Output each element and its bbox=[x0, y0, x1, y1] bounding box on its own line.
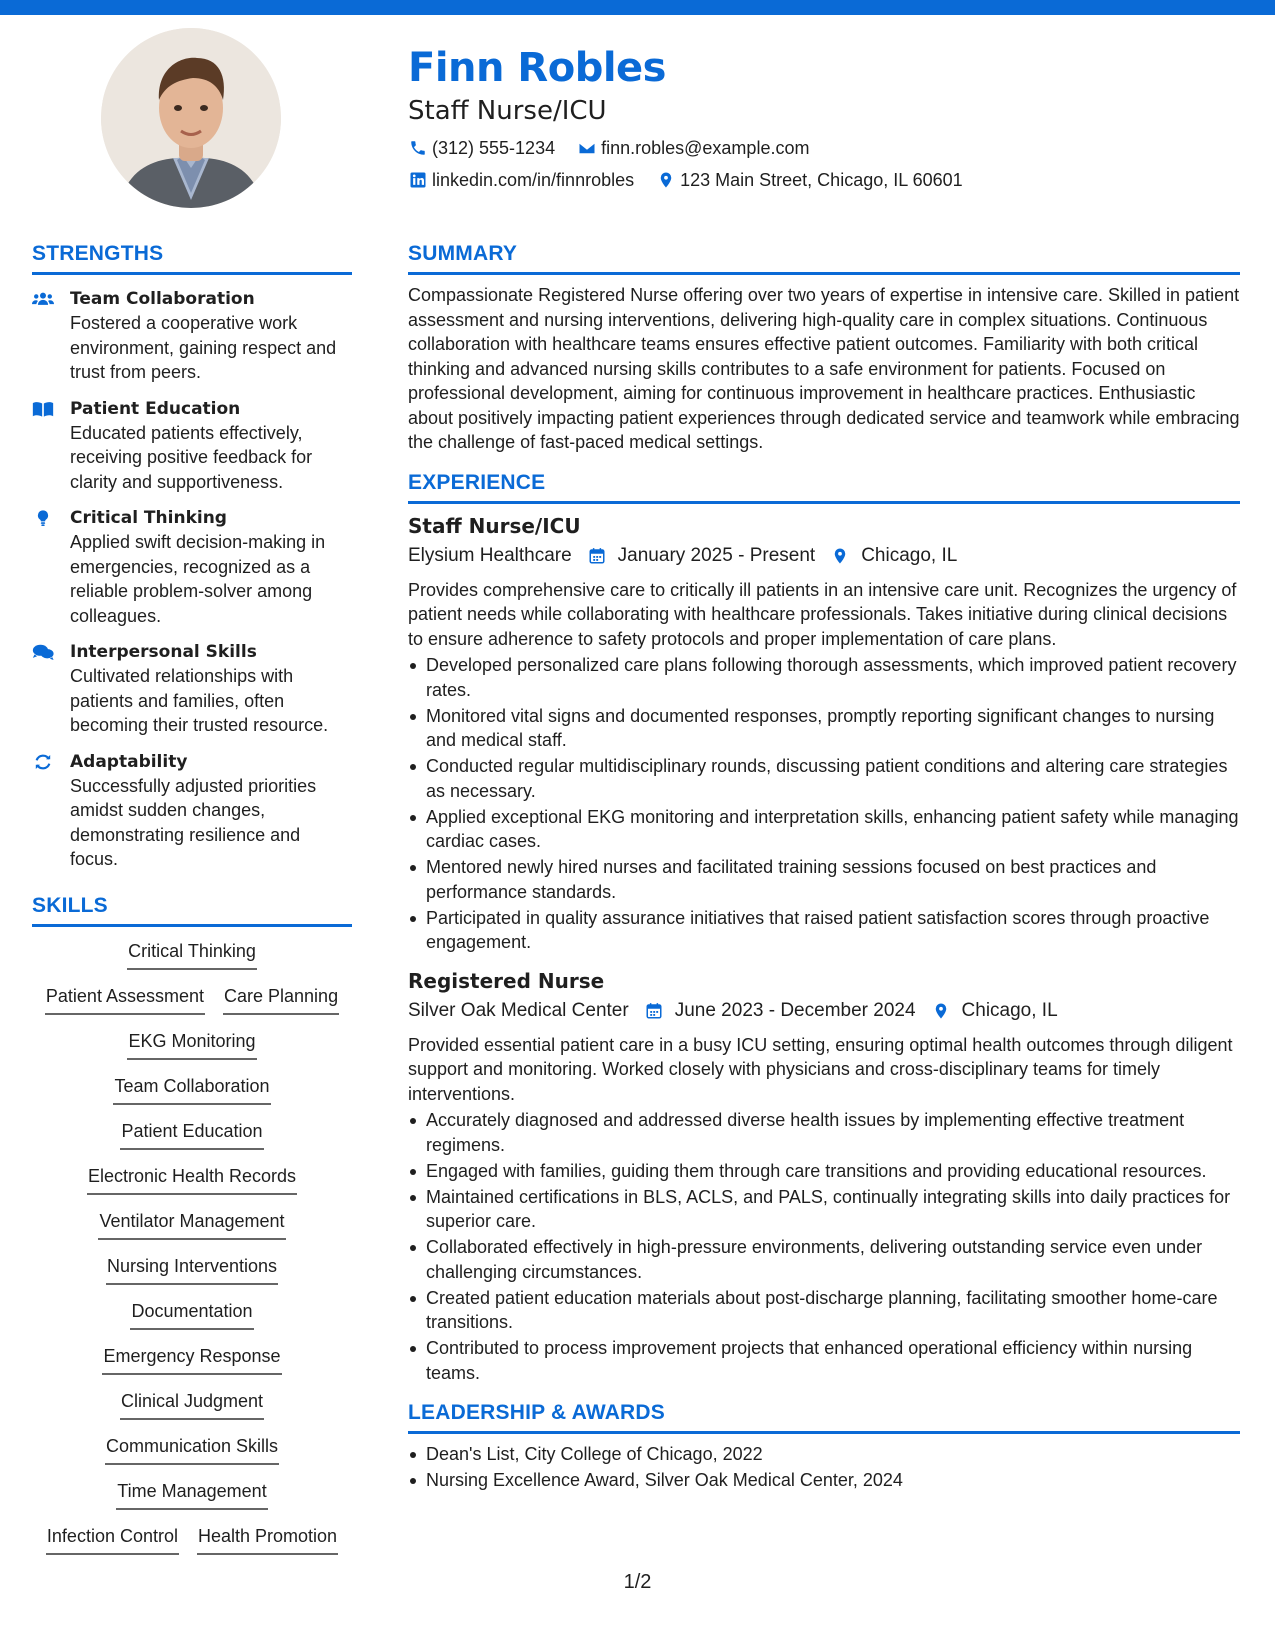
book-icon bbox=[32, 397, 70, 495]
summary-text: Compassionate Registered Nurse offering over two years of expertise in intensive care. Skilled in patient assessment and nursing interventions, delivering high-quality care in complex situations. Continuous collaboration with healthcare teams ensures effective patient outcomes. Familiarity with both critical thinking and advanced nursing skills contributes to a safe environment for patients. Focused on professional development, aiming for continuous improvement in healthcare practices. Enthusiastic about positively impacting patient experiences through dedicated service and teamwork while embracing the challenge of fast-paced medical settings. bbox=[408, 285, 1240, 452]
job-location-text: Chicago, IL bbox=[861, 544, 958, 566]
strength-title: Adaptability bbox=[70, 751, 188, 772]
skill-row bbox=[32, 1254, 352, 1299]
job-bullet: Maintained certifications in BLS, ACLS, and PALS, continually integrating skills into daily practices for superior care. bbox=[408, 1185, 1240, 1234]
job-entry bbox=[408, 512, 1240, 955]
skill-row bbox=[32, 1209, 352, 1254]
skill-tag: EKG Monitoring bbox=[127, 1029, 256, 1060]
map-pin-icon bbox=[656, 170, 676, 190]
right-column bbox=[408, 240, 1240, 1494]
job-location bbox=[932, 997, 1058, 1025]
job-title: Registered Nurse bbox=[408, 968, 605, 993]
job-bullet: Monitored vital signs and documented responses, promptly reporting significant changes to nursing and medical staff. bbox=[408, 704, 1240, 753]
experience-heading: EXPERIENCE bbox=[408, 469, 1240, 504]
skill-row bbox=[32, 1524, 352, 1569]
skills-heading: SKILLS bbox=[32, 892, 352, 927]
job-dates-text: January 2025 - Present bbox=[617, 544, 816, 566]
map-pin-icon bbox=[831, 546, 851, 566]
skill-tag: Critical Thinking bbox=[127, 939, 257, 970]
job-description: Provides comprehensive care to critically ill patients in an intensive care unit. Recognizes the urgency of patient needs while collaborating with healthcare professionals. Takes initiative during clinical decisions to ensure adherence to safety protocols and proper implementation of care plans. bbox=[408, 579, 1237, 649]
company-name: Silver Oak Medical Center bbox=[408, 999, 629, 1021]
strength-desc: Educated patients effectively, receiving positive feedback for clarity and supportiveness. bbox=[70, 422, 313, 492]
users-icon bbox=[32, 287, 70, 385]
skill-row bbox=[32, 1434, 352, 1479]
map-pin-icon bbox=[932, 1001, 952, 1021]
phone-item bbox=[408, 136, 555, 160]
job-bullet: Applied exceptional EKG monitoring and interpretation skills, enhancing patient safety while managing cardiac cases. bbox=[408, 805, 1240, 854]
calendar-icon bbox=[645, 1001, 665, 1021]
skill-tag: Infection Control bbox=[46, 1524, 179, 1555]
skill-tag: Time Management bbox=[116, 1479, 267, 1510]
calendar-icon bbox=[588, 546, 608, 566]
strength-title: Critical Thinking bbox=[70, 508, 227, 528]
job-location bbox=[831, 542, 957, 570]
strength-title: Team Collaboration bbox=[70, 289, 255, 309]
job-bullet: Mentored newly hired nurses and facilitated training sessions focused on best practices and performance standards. bbox=[408, 855, 1240, 904]
job-bullet: Contributed to process improvement projects that enhanced operational efficiency within nursing teams. bbox=[408, 1336, 1240, 1385]
skill-tag: Documentation bbox=[130, 1299, 253, 1330]
job-meta bbox=[408, 542, 1240, 570]
job-description: Provided essential patient care in a busy ICU setting, ensuring optimal health outcomes through diligent support and monitoring. Worked closely with physicians and cross-disciplinary teams for timely interventions. bbox=[408, 1034, 1233, 1104]
job-dates bbox=[645, 997, 916, 1025]
address-text: 123 Main Street, Chicago, IL 60601 bbox=[680, 170, 963, 190]
skill-tag: Nursing Interventions bbox=[106, 1254, 278, 1285]
address-item bbox=[656, 168, 963, 192]
skill-row bbox=[32, 1389, 352, 1434]
strengths-heading: STRENGTHS bbox=[32, 240, 352, 275]
job-bullet: Accurately diagnosed and addressed diverse health issues by implementing effective treatment regimens. bbox=[408, 1108, 1240, 1157]
skill-row bbox=[32, 1029, 352, 1074]
lightbulb-icon bbox=[32, 506, 70, 628]
candidate-title: Staff Nurse/ICU bbox=[408, 96, 607, 126]
comments-icon bbox=[32, 640, 70, 738]
strength-desc: Applied swift decision-making in emergencies, recognized as a reliable problem-solver among colleagues. bbox=[70, 532, 326, 626]
skill-tag: Ventilator Management bbox=[98, 1209, 285, 1240]
job-entry bbox=[408, 967, 1240, 1386]
awards-list bbox=[408, 1442, 1240, 1493]
skill-tag: Health Promotion bbox=[197, 1524, 338, 1555]
phone-text: (312) 555-1234 bbox=[432, 138, 556, 158]
strength-desc: Successfully adjusted priorities amidst sudden changes, demonstrating resilience and focus. bbox=[70, 775, 317, 869]
skill-row bbox=[32, 1344, 352, 1389]
strength-item bbox=[32, 397, 352, 495]
phone-icon bbox=[408, 138, 428, 158]
award-item: Nursing Excellence Award, Silver Oak Medical Center, 2024 bbox=[408, 1468, 1240, 1493]
profile-photo bbox=[101, 28, 281, 208]
job-bullet: Conducted regular multidisciplinary rounds, discussing patient conditions and altering care strategies as necessary. bbox=[408, 754, 1240, 803]
strength-item bbox=[32, 287, 352, 385]
skill-row bbox=[32, 1164, 352, 1209]
job-meta bbox=[408, 997, 1240, 1025]
summary-heading: SUMMARY bbox=[408, 240, 1240, 275]
email-text[interactable]: finn.robles@example.com bbox=[601, 138, 810, 158]
job-dates-text: June 2023 - December 2024 bbox=[674, 999, 916, 1021]
strength-title: Patient Education bbox=[70, 398, 241, 419]
linkedin-text[interactable]: linkedin.com/in/finnrobles bbox=[432, 170, 635, 190]
awards-heading: LEADERSHIP & AWARDS bbox=[408, 1399, 1240, 1434]
email-item[interactable] bbox=[577, 136, 809, 160]
skill-tag: Communication Skills bbox=[105, 1434, 279, 1465]
job-bullets bbox=[408, 1108, 1240, 1385]
skill-tag: Emergency Response bbox=[102, 1344, 281, 1375]
strength-desc: Cultivated relationships with patients and families, often becoming their trusted resource. bbox=[70, 666, 329, 735]
strength-title: Interpersonal Skills bbox=[70, 642, 257, 662]
award-item: Dean's List, City College of Chicago, 2022 bbox=[408, 1442, 1240, 1467]
linkedin-item[interactable] bbox=[408, 168, 634, 192]
skill-row bbox=[32, 1479, 352, 1524]
skill-row bbox=[32, 939, 352, 984]
linkedin-icon bbox=[408, 170, 428, 190]
job-bullet: Collaborated effectively in high-pressure environments, delivering outstanding service even under challenging circumstances. bbox=[408, 1235, 1240, 1284]
skill-tag: Clinical Judgment bbox=[120, 1389, 264, 1420]
job-bullet: Developed personalized care plans following thorough assessments, which improved patient recovery rates. bbox=[408, 653, 1240, 702]
strength-item bbox=[32, 506, 352, 628]
strengths-list bbox=[32, 287, 352, 872]
job-title: Staff Nurse/ICU bbox=[408, 513, 581, 538]
skill-row bbox=[32, 1074, 352, 1119]
job-location-text: Chicago, IL bbox=[961, 999, 1058, 1021]
left-column bbox=[32, 240, 352, 1569]
job-bullets bbox=[408, 653, 1240, 955]
candidate-name: Finn Robles bbox=[408, 45, 666, 91]
strength-item bbox=[32, 750, 352, 872]
skill-tag: Patient Education bbox=[120, 1119, 263, 1150]
envelope-icon bbox=[577, 138, 597, 158]
strength-desc: Fostered a cooperative work environment, gaining respect and trust from peers. bbox=[70, 313, 337, 382]
contact-row-1 bbox=[408, 136, 1248, 160]
strength-item bbox=[32, 640, 352, 738]
skills-list bbox=[32, 939, 352, 1569]
top-accent-bar bbox=[0, 0, 1275, 15]
job-bullet: Engaged with families, guiding them through care transitions and providing educational resources. bbox=[408, 1159, 1240, 1184]
job-dates bbox=[588, 542, 816, 570]
skill-tag: Care Planning bbox=[223, 984, 339, 1015]
skill-tag: Team Collaboration bbox=[113, 1074, 270, 1105]
skill-row bbox=[32, 1299, 352, 1344]
job-bullet: Created patient education materials about post-discharge planning, facilitating smoother home-care transitions. bbox=[408, 1286, 1240, 1335]
contact-row-2 bbox=[408, 168, 1248, 192]
skill-row bbox=[32, 984, 352, 1029]
skill-tag: Electronic Health Records bbox=[87, 1164, 297, 1195]
skill-row bbox=[32, 1119, 352, 1164]
resume-header bbox=[408, 44, 1248, 192]
company-name: Elysium Healthcare bbox=[408, 544, 572, 566]
skill-tag: Patient Assessment bbox=[45, 984, 205, 1015]
job-bullet: Participated in quality assurance initiatives that raised patient satisfaction scores through proactive engagement. bbox=[408, 906, 1240, 955]
page-number: 1/2 bbox=[623, 1571, 652, 1593]
sync-icon bbox=[32, 750, 70, 872]
